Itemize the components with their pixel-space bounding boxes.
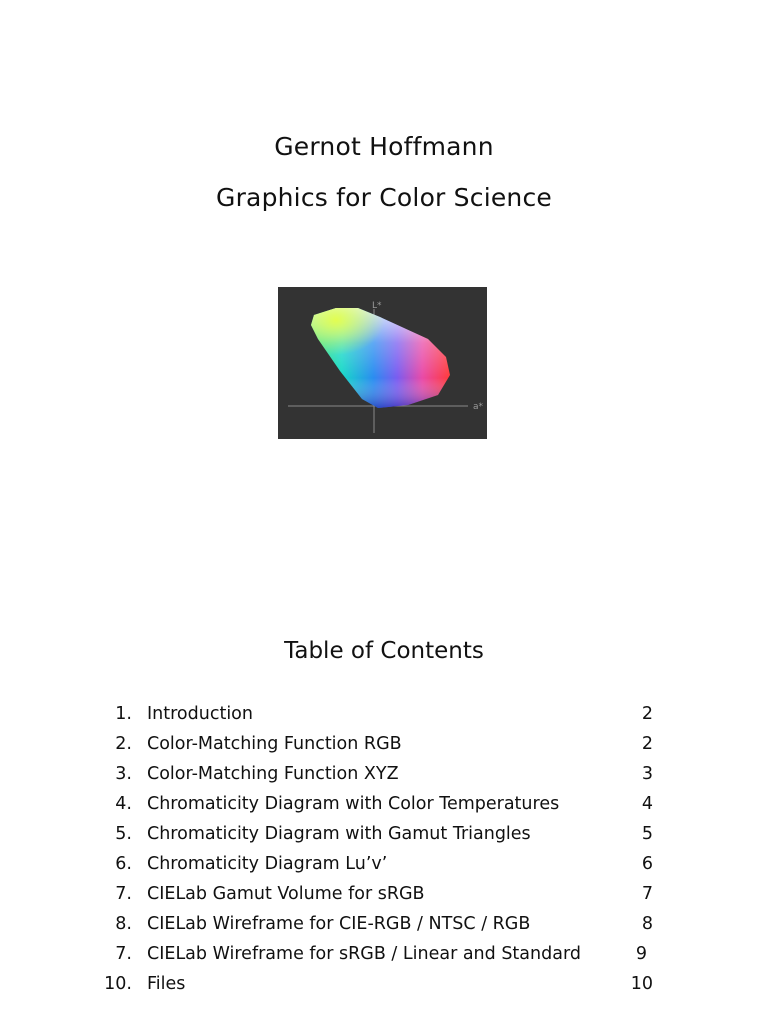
toc-entry-number: 2.	[115, 734, 132, 754]
toc-entry-title: CIELab Gamut Volume for sRGB	[147, 884, 425, 904]
toc-entry	[0, 974, 768, 1002]
a-axis-label: a*	[473, 402, 484, 412]
author-name: Gernot Hoffmann	[274, 132, 494, 161]
toc-entry-number: 1.	[115, 704, 132, 724]
toc-entry	[0, 734, 768, 762]
toc-entry-title: Chromaticity Diagram Lu’v’	[147, 854, 388, 874]
toc-entry	[0, 914, 768, 942]
toc-entry	[0, 944, 768, 972]
toc-entry-title: Chromaticity Diagram with Color Temperatures	[147, 794, 560, 814]
toc-entry-number: 5.	[115, 824, 132, 844]
toc-entry-page: 9	[635, 944, 647, 964]
toc-entry	[0, 824, 768, 852]
toc-entry-page: 2	[641, 734, 653, 754]
toc-entry-title: Color-Matching Function RGB	[147, 734, 402, 754]
toc-entry-title: Color-Matching Function XYZ	[147, 764, 399, 784]
toc-entry-number: 3.	[115, 764, 132, 784]
l-axis-label: L*	[372, 301, 382, 311]
toc-entry-page: 6	[641, 854, 653, 874]
toc-entry-number: 7.	[115, 884, 132, 904]
toc-entry-number: 8.	[115, 914, 132, 934]
toc-entry	[0, 854, 768, 882]
cielab-gamut-figure	[278, 287, 487, 439]
toc-entry-title: Chromaticity Diagram with Gamut Triangles	[147, 824, 531, 844]
toc-entry-page: 2	[641, 704, 653, 724]
toc-entry-page: 7	[641, 884, 653, 904]
toc-entry-page: 3	[641, 764, 653, 784]
toc-entry-title: CIELab Wireframe for CIE-RGB / NTSC / RGB	[147, 914, 531, 934]
toc-entry-page: 4	[641, 794, 653, 814]
toc-entry-number: 10.	[104, 974, 132, 994]
toc-entry-number: 7.	[115, 944, 132, 964]
toc-entry-page: 10	[630, 974, 653, 994]
toc-entry-number: 4.	[115, 794, 132, 814]
document-title: Graphics for Color Science	[216, 183, 552, 212]
toc-entry	[0, 884, 768, 912]
toc-entry-title: Introduction	[147, 704, 253, 724]
toc-entry-page: 5	[641, 824, 653, 844]
toc-entry	[0, 794, 768, 822]
toc-entry	[0, 704, 768, 732]
toc-heading: Table of Contents	[284, 638, 484, 664]
toc-entry	[0, 764, 768, 792]
toc-entry-number: 6.	[115, 854, 132, 874]
toc-entry-title: CIELab Wireframe for sRGB / Linear and Standard	[147, 944, 581, 964]
toc-entry-title: Files	[147, 974, 186, 994]
toc-entry-page: 8	[641, 914, 653, 934]
